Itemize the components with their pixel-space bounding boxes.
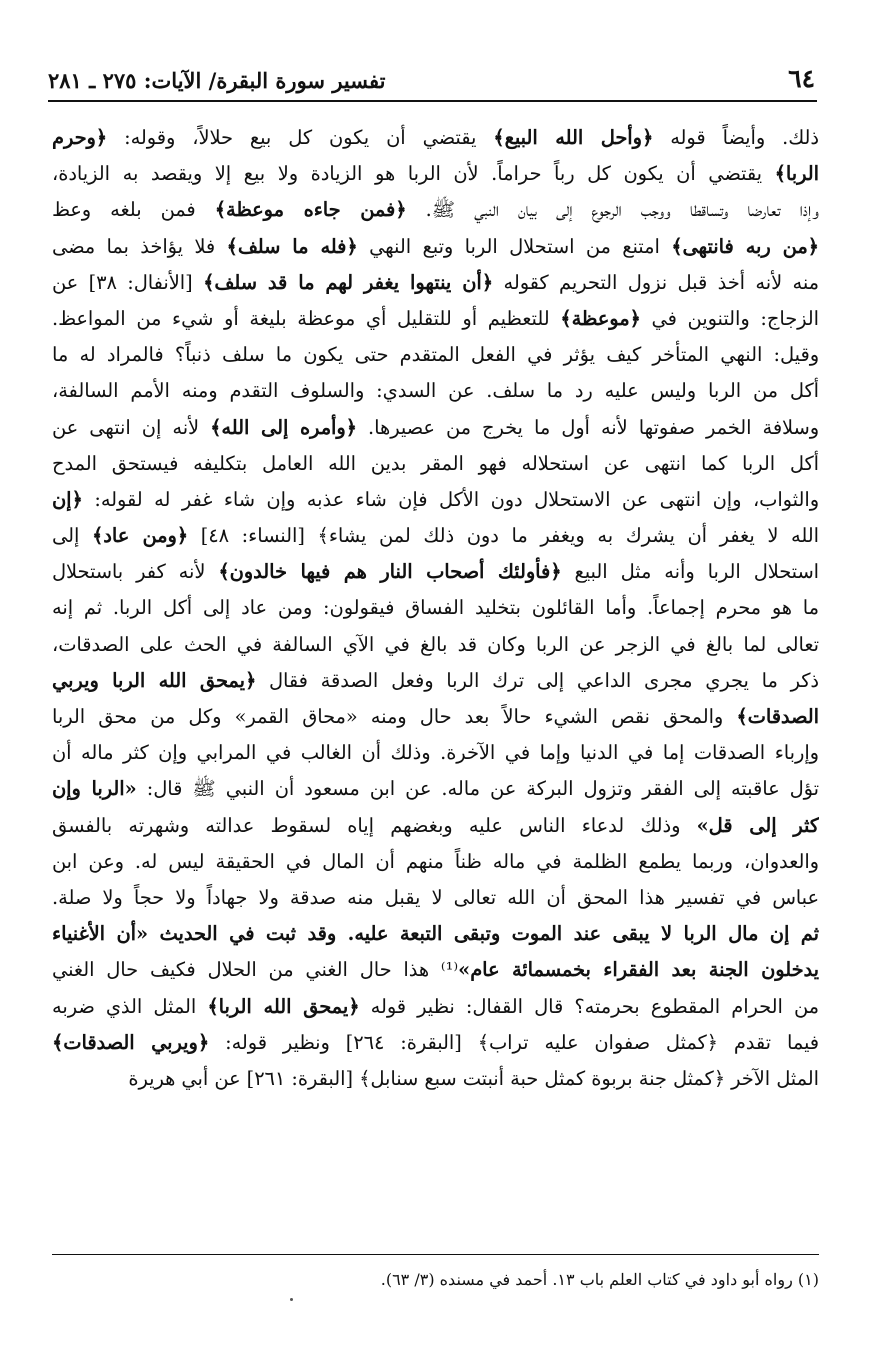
text-line — [52, 120, 819, 156]
quran-quote: ﴿ومن عاد﴾ — [91, 524, 189, 548]
text-run: ⁽¹⁾ هذا حال الغني من الحلال فكيف حال الغني — [52, 958, 459, 982]
quran-quote: ﴿وحرم — [52, 126, 108, 149]
text-run: وذلك لدعاء الناس عليه وبغضهم إياه لسقوط عدالته وشهرته بالفسق — [52, 813, 697, 837]
page-number: ٦٤ — [788, 64, 815, 93]
text-line — [52, 373, 819, 409]
text-run: تعالى لما بالغ في الزجر عن الربا وكان قد بالغ في الآي السالفة في الحث على الصدقات، — [52, 632, 819, 656]
quran-quote: ﴿أن ينتهوا يغفر لهم ما قد سلف﴾ — [203, 270, 494, 294]
text-run: الزجاج: والتنوين في — [640, 306, 819, 330]
text-line — [52, 192, 819, 228]
text-run: فمن بلغه وعظ — [52, 198, 215, 222]
text-line — [52, 410, 819, 446]
text-run: عباس في تفسير هذا المحق أن الله تعالى لا يقبل منه صدقة ولا جهاداً ولا حجاً ولا صلة. — [52, 885, 819, 909]
text-run: وإرباء الصدقات إما في الدنيا وإما في الآخرة. وذلك أن الغالب في المرابي وإن كثر ماله أن — [52, 741, 819, 765]
body-text — [52, 120, 819, 1097]
text-line — [52, 156, 819, 192]
quran-quote: ﴿فأولئك أصحاب النار هم فيها خالدون﴾ — [218, 560, 562, 584]
text-line — [52, 663, 819, 699]
text-run: [الأنفال: ٣٨] عن — [52, 270, 204, 294]
footnote: (١) رواه أبو داود في كتاب العلم باب ١٣. أحمد في مسنده (٣/ ٦٣). — [380, 1270, 819, 1289]
text-run: أكل من الربا وليس عليه رد ما سلف. عن السدي: والسلوف التقدم ومنه الأمم السالفة، — [52, 379, 819, 403]
text-line — [52, 518, 819, 554]
text-line — [52, 482, 819, 518]
text-run: لأنه كفر باستحلال — [52, 560, 219, 584]
text-run: المثل الآخر ﴿كمثل جنة بربوة كمثل حبة أنبتت سبع سنابل﴾ [البقرة: ٢٦١] عن أبي هريرة — [128, 1066, 819, 1090]
text-line — [52, 446, 819, 482]
hadith-quote: كثر إلى قل» — [696, 813, 819, 837]
quran-quote: ﴿فمن جاءه موعظة﴾ — [214, 198, 407, 222]
text-line — [52, 554, 819, 590]
quran-quote: ﴿من ربه فانتهى﴾ — [671, 234, 819, 258]
text-run: المثل الذي ضربه — [52, 994, 208, 1018]
text-line — [52, 1061, 819, 1097]
quran-quote: ﴿ويربي الصدقات﴾ — [52, 1030, 210, 1054]
text-line — [52, 808, 819, 844]
scan-speck — [290, 1298, 293, 1301]
quran-quote: ﴿وأحل الله البيع﴾ — [493, 126, 654, 149]
text-run: أكل الربا كما انتهى عن استحلاله فهو المقر بدين الله العامل بتكليفه فيستحق المدح — [52, 451, 819, 475]
hadith-quote: ثم إن مال الربا لا يبقى عند الموت وتبقى التبعة عليه. وقد ثبت في الحديث «أن الأغنياء — [52, 922, 819, 946]
running-head-title: تفسير سورة البقرة/ الآيات: ٢٧٥ ـ ٢٨١ — [48, 68, 386, 93]
text-run: يقتضي أن يكون كل رباً حراماً. لأن الربا هو الزيادة ولا بيع إلا ويقصد به الزيادة، — [52, 162, 775, 186]
text-run: ذكر ما يجري مجرى الداعي إلى ترك الربا وفعل الصدقة فقال — [256, 668, 819, 692]
text-line — [52, 916, 819, 952]
header-rule — [48, 100, 817, 102]
text-run: ما هو محرم إجماعاً. وأما القائلون بتخليد الفساق فيقولون: ومن عاد إلى أكل الربا. ثم إنه — [52, 596, 819, 620]
text-line — [52, 844, 819, 880]
text-run: والثواب، وإن انتهى عن الاستحلال دون الأكل فإن شاء عذبه وإن شاء غفر له لقوله: — [82, 487, 819, 511]
quran-quote: ﴿إن — [52, 487, 83, 511]
text-line — [52, 1025, 819, 1061]
text-line — [52, 229, 819, 265]
text-run: وسلافة الخمر صفوتها لأنه أول ما يخرج من عصيرها. — [357, 415, 819, 439]
running-head — [48, 62, 817, 102]
text-run: ذلك. وأيضاً قوله — [653, 126, 819, 149]
text-run: فلا يؤاخذ بما مضى — [52, 234, 227, 258]
quran-quote: ﴿يمحق الله الربا ويربي — [52, 668, 257, 692]
quran-quote: الربا﴾ — [774, 162, 819, 186]
text-run: للتعظيم أو للتقليل أي موعظة بليغة أو شيء من المواعظ. — [52, 306, 561, 330]
text-line — [52, 627, 819, 663]
text-line — [52, 590, 819, 626]
hadith-quote: يدخلون الجنة بعد الفقراء بخمسمائة عام» — [458, 958, 819, 982]
hadith-quote: «الربا وإن — [52, 777, 137, 801]
text-line — [52, 337, 819, 373]
text-line — [52, 952, 819, 988]
text-run: امتنع من استحلال الربا وتبع النهي — [357, 234, 672, 258]
text-run: وقيل: النهي المتأخر كيف يؤثر في الفعل المتقدم حتى يكون ما سلف ذنباً؟ فالمراد له ما — [52, 343, 819, 367]
text-run: يقتضي أن يكون كل بيع حلالاً، وقوله: — [107, 126, 494, 149]
quran-quote: ﴿وأمره إلى الله﴾ — [210, 415, 357, 439]
quran-quote: ﴿فله ما سلف﴾ — [226, 234, 358, 258]
text-run: منه لأنه أخذ قبل نزول التحريم كقوله — [493, 270, 819, 294]
text-run: فيما تقدم ﴿كمثل صفوان عليه تراب﴾ [البقرة: ٢٦٤] ونظير قوله: — [209, 1030, 819, 1054]
text-run: إلى — [52, 524, 92, 548]
text-run: والعدوان، وربما يطمع الظلمة في ماله ظناً منهم أن المال في الحقيقة ليس له. وعن ابن — [52, 849, 819, 873]
text-run: استحلال الربا وأنه مثل البيع — [561, 560, 819, 584]
text-run: تؤل عاقبته إلى الفقر وتزول البركة عن ماله. عن ابن مسعود أن النبي ﷺ قال: — [136, 777, 819, 801]
text-line — [52, 265, 819, 301]
text-run: الله لا يغفر أن يشرك به ويغفر ما دون ذلك لمن يشاء﴾ [النساء: ٤٨] — [188, 524, 819, 548]
quran-quote: ﴿يمحق الله الربا﴾ — [207, 994, 360, 1018]
footnote-rule — [52, 1254, 819, 1255]
text-line — [52, 301, 819, 337]
text-line — [52, 699, 819, 735]
text-run: والمحق نقص الشيء حالاً بعد حال ومنه «محاق القمر» وكل من محق الربا — [52, 705, 737, 728]
quran-quote: ﴿موعظة﴾ — [560, 306, 641, 330]
text-run: لأنه إن انتهى عن — [52, 415, 211, 439]
quran-quote: الصدقات﴾ — [736, 705, 819, 728]
text-line — [52, 735, 819, 771]
text-line — [52, 989, 819, 1025]
text-run: من الحرام المقطوع بحرمته؟ قال القفال: نظير قوله — [359, 994, 819, 1018]
text-run: وإذا تعارضا وتساقطا ووجب الرجوع إلى بيان النبي ﷺ. — [406, 198, 819, 222]
text-line — [52, 771, 819, 807]
text-line — [52, 880, 819, 916]
